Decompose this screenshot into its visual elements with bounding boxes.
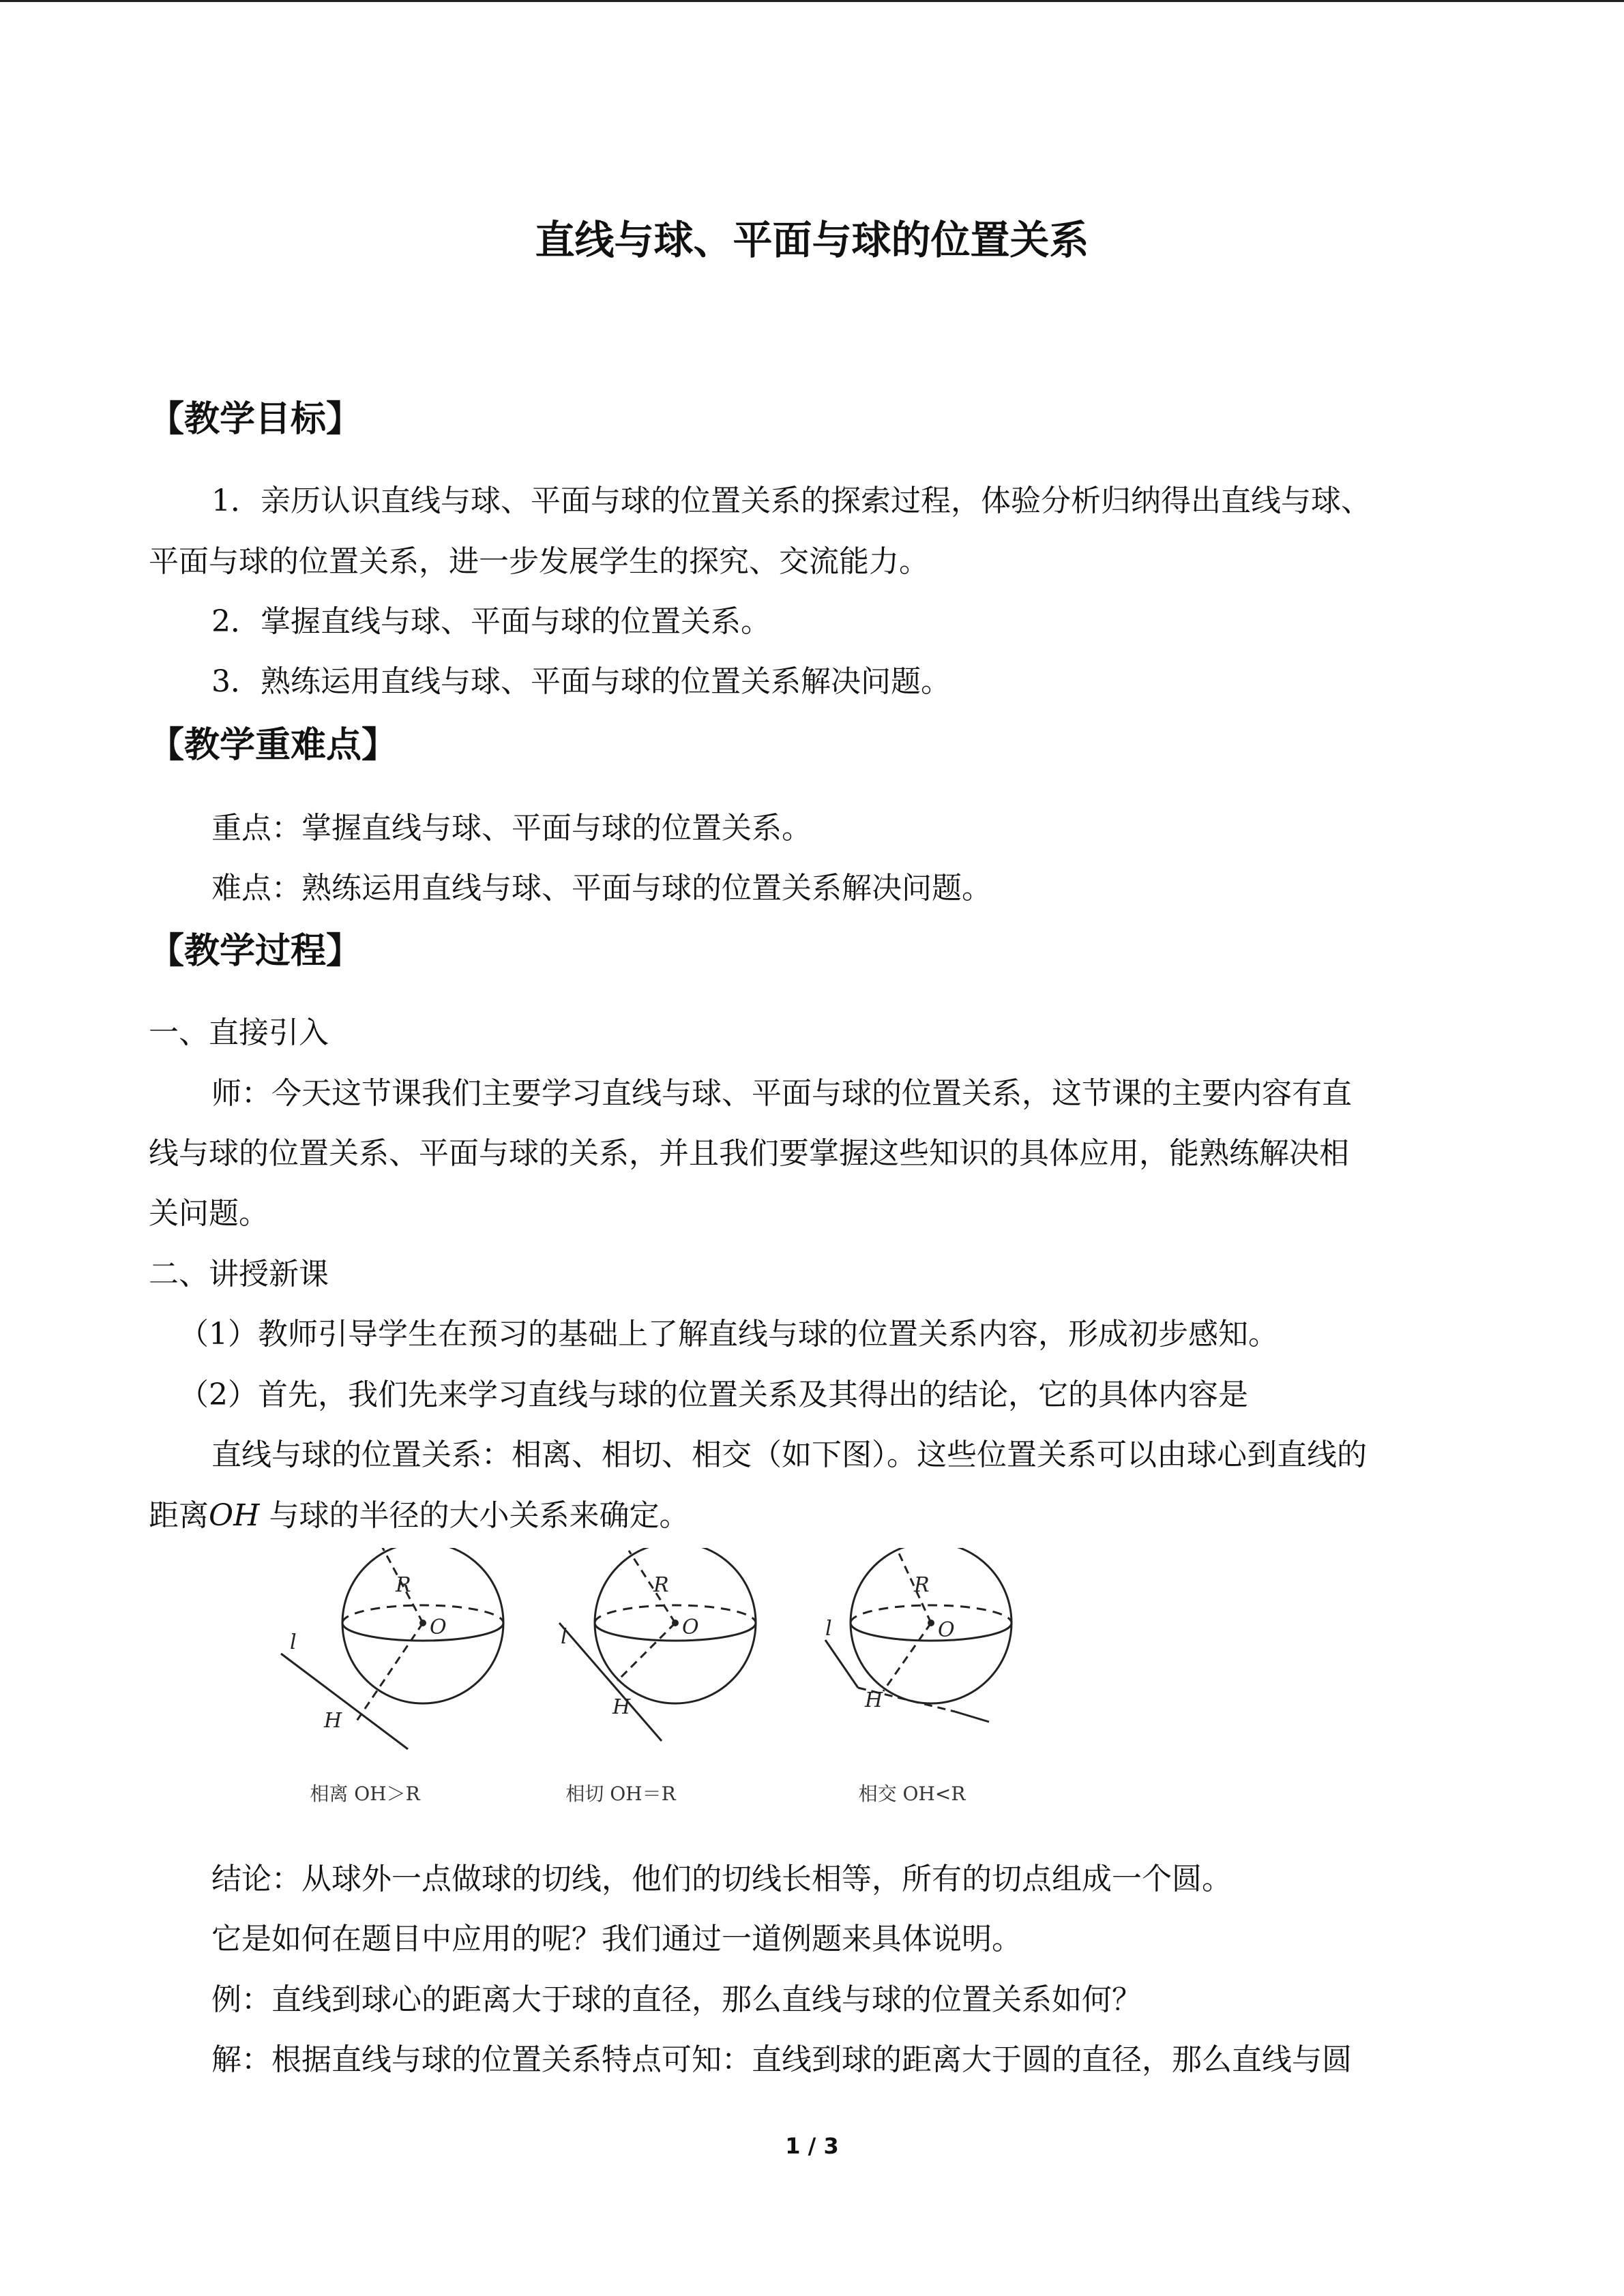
sphere-line-figure bbox=[273, 1548, 1044, 1821]
label-r-1: R bbox=[396, 1573, 411, 1597]
key-points-heading: 【教学重难点】 bbox=[149, 725, 398, 766]
objective-item-3: 3．熟练运用直线与球、平面与球的位置关系解决问题。 bbox=[211, 664, 951, 699]
caption-separated: 相离 OH＞R bbox=[310, 1783, 420, 1805]
relation-text-a: 距离 bbox=[149, 1498, 209, 1533]
relation-text-b: 与球的半径的大小关系来确定。 bbox=[269, 1498, 690, 1533]
conclusion: 结论：从球外一点做球的切线，他们的切线长相等，所有的切点组成一个圆。 bbox=[211, 1862, 1232, 1896]
page-number: 1 / 3 bbox=[785, 2133, 839, 2159]
part2-title: 二、讲授新课 bbox=[149, 1257, 329, 1292]
objective-item-1-cont: 平面与球的位置关系，进一步发展学生的探究、交流能力。 bbox=[149, 544, 929, 579]
caption-tangent: 相切 OH＝R bbox=[565, 1783, 676, 1805]
label-o-1: O bbox=[430, 1615, 447, 1639]
objective-item-1: 1．亲历认识直线与球、平面与球的位置关系的探索过程，体验分析归纳得出直线与球、 bbox=[211, 483, 1371, 518]
part1-title: 一、直接引入 bbox=[149, 1015, 329, 1050]
step-2: （2）首先，我们先来学习直线与球的位置关系及其得出的结论，它的具体内容是 bbox=[179, 1377, 1248, 1412]
top-border bbox=[0, 0, 1624, 2]
label-h-2: H bbox=[612, 1695, 631, 1719]
label-h-1: H bbox=[324, 1709, 342, 1733]
part1-line-3: 关问题。 bbox=[149, 1196, 269, 1231]
difficulty-point: 难点：熟练运用直线与球、平面与球的位置关系解决问题。 bbox=[211, 871, 992, 906]
label-o-2: O bbox=[682, 1615, 699, 1639]
objective-item-2: 2．掌握直线与球、平面与球的位置关系。 bbox=[211, 604, 771, 639]
label-r-2: R bbox=[653, 1573, 669, 1597]
label-l-1: l bbox=[290, 1630, 297, 1654]
relation-line-1: 直线与球的位置关系：相离、相切、相交（如下图）。这些位置关系可以由球心到直线的 bbox=[211, 1437, 1367, 1472]
label-r-3: R bbox=[914, 1573, 930, 1597]
sphere-separated bbox=[281, 1548, 503, 1749]
part1-line-2: 线与球的位置关系、平面与球的关系，并且我们要掌握这些知识的具体应用，能熟练解决相 bbox=[149, 1136, 1349, 1171]
relation-variable-oh: OH bbox=[209, 1498, 260, 1533]
part1-line-1: 师：今天这节课我们主要学习直线与球、平面与球的位置关系，这节课的主要内容有直 bbox=[211, 1076, 1352, 1111]
caption-intersecting: 相交 OH<R bbox=[858, 1783, 966, 1805]
solution: 解：根据直线与球的位置关系特点可知：直线到球的距离大于圆的直径，那么直线与圆 bbox=[211, 2042, 1352, 2077]
objectives-heading: 【教学目标】 bbox=[149, 399, 362, 440]
label-h-3: H bbox=[865, 1688, 883, 1712]
page-title: 直线与球、平面与球的位置关系 bbox=[535, 217, 1089, 263]
transition: 它是如何在题目中应用的呢？我们通过一道例题来具体说明。 bbox=[211, 1922, 1022, 1956]
label-o-3: O bbox=[938, 1618, 955, 1642]
process-heading: 【教学过程】 bbox=[149, 931, 362, 972]
step-1: （1）教师引导学生在预习的基础上了解直线与球的位置关系内容，形成初步感知。 bbox=[179, 1317, 1278, 1352]
label-l-2: l bbox=[561, 1625, 567, 1649]
example: 例：直线到球心的距离大于球的直径，那么直线与球的位置关系如何？ bbox=[211, 1982, 1142, 2017]
key-point: 重点：掌握直线与球、平面与球的位置关系。 bbox=[211, 811, 812, 846]
relation-line-2 bbox=[149, 1491, 689, 1534]
label-l-3: l bbox=[825, 1617, 832, 1641]
